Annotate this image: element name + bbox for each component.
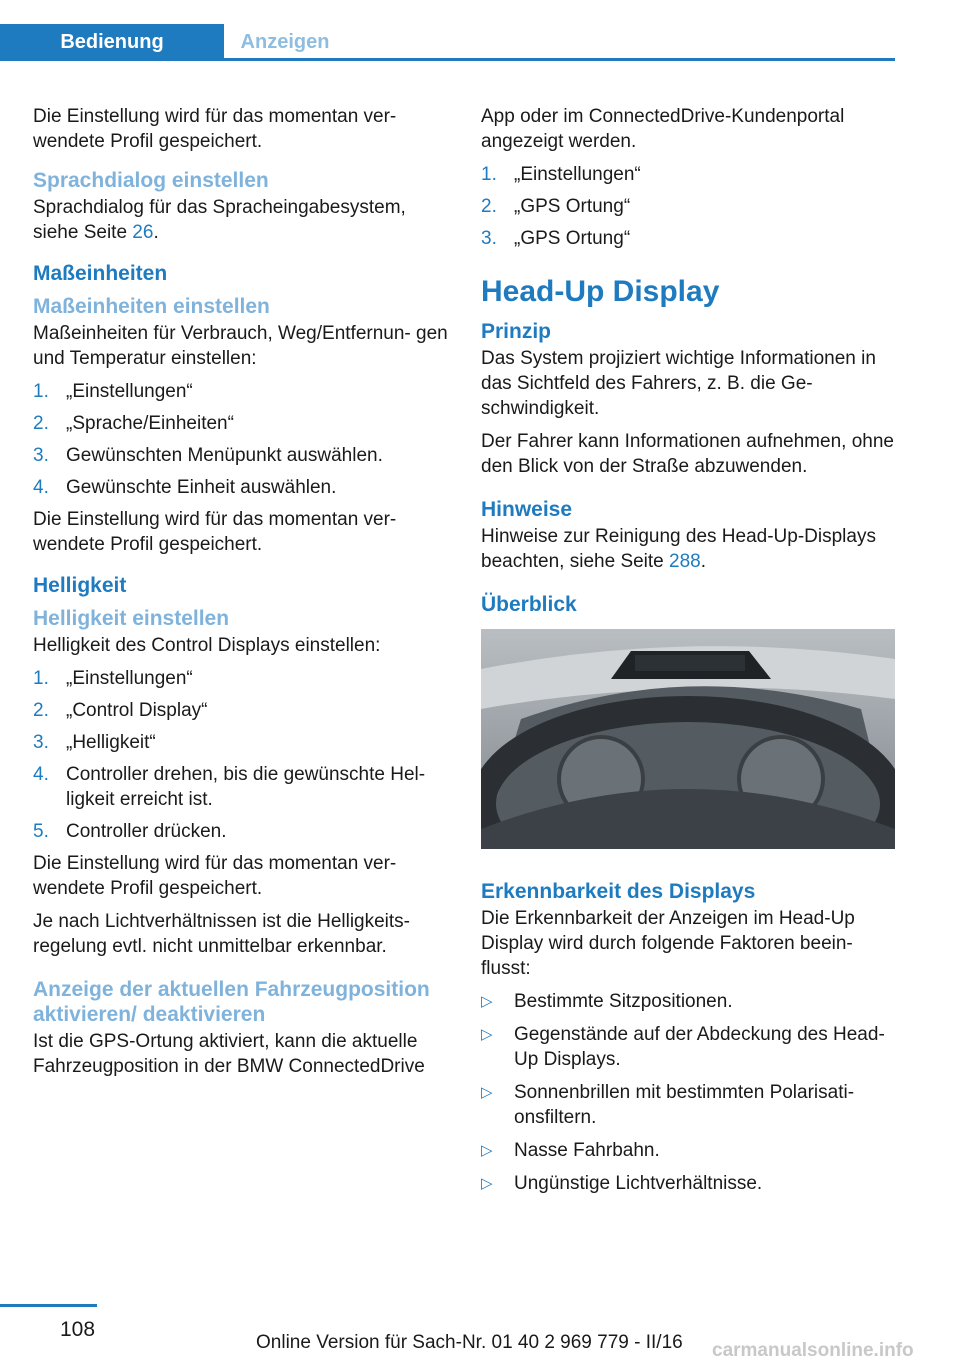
step-number: 1. bbox=[33, 668, 49, 689]
step-number: 2. bbox=[481, 196, 497, 217]
list-item bbox=[33, 379, 448, 404]
item-text: Sonnenbrillen mit bestimmten Polarisati‐ onsfiltern. bbox=[514, 1082, 855, 1128]
step-text: Controller drehen, bis die gewünschte Hel‐ ligkeit erreicht ist. bbox=[66, 764, 426, 810]
triangle-bullet-icon: ▷ bbox=[481, 1142, 493, 1159]
online-version-note: Online Version für Sach-Nr. 01 40 2 969 779 - II/16 bbox=[256, 1332, 683, 1353]
steps-masseinheiten bbox=[33, 379, 448, 500]
step-text: „Einstellungen“ bbox=[514, 164, 641, 185]
text: Sprachdialog für das Spracheingabesystem, siehe Seite bbox=[33, 197, 406, 243]
heading-ueberblick: Überblick bbox=[481, 593, 577, 616]
text: . bbox=[153, 222, 159, 243]
step-number: 1. bbox=[481, 164, 497, 185]
paragraph: Der Fahrer kann Informationen aufnehmen, ohne den Blick von der Straße abzuwenden. bbox=[481, 431, 894, 477]
head-up-display-photo bbox=[481, 629, 895, 849]
right-column bbox=[481, 104, 896, 1204]
list-item bbox=[33, 730, 448, 755]
triangle-bullet-icon: ▷ bbox=[481, 1084, 493, 1101]
list-item bbox=[481, 1138, 896, 1163]
step-text: „Einstellungen“ bbox=[66, 381, 193, 402]
step-text: „Sprache/Einheiten“ bbox=[66, 413, 234, 434]
list-item bbox=[33, 698, 448, 723]
list-item bbox=[33, 819, 448, 844]
steps-helligkeit bbox=[33, 666, 448, 844]
paragraph: App oder im ConnectedDrive-Kundenportal angezeigt werden. bbox=[481, 106, 845, 152]
paragraph-helligkeit: Helligkeit des Control Displays einstellen: bbox=[33, 635, 381, 656]
triangle-bullet-icon: ▷ bbox=[481, 1175, 493, 1192]
triangle-bullet-icon: ▷ bbox=[481, 1026, 493, 1043]
text: Hinweise zur Reinigung des Head-Up-Displays beachten, siehe Seite bbox=[481, 526, 876, 572]
item-text: Nasse Fahrbahn. bbox=[514, 1140, 660, 1161]
heading-masseinheiten: Maßeinheiten bbox=[33, 262, 168, 285]
list-item bbox=[33, 475, 448, 500]
paragraph: Die Einstellung wird für das momentan ver‐ wendete Profil gespeichert. bbox=[33, 509, 397, 555]
header-tabs bbox=[0, 24, 895, 61]
heading-masseinheiten-einstellen: Maßeinheiten einstellen bbox=[33, 295, 270, 318]
paragraph: Je nach Lichtverhältnissen ist die Helligkeits‐ regelung evtl. nicht unmittelbar erkennbar. bbox=[33, 911, 411, 957]
left-column bbox=[33, 104, 448, 1087]
step-number: 3. bbox=[481, 228, 497, 249]
step-text: „Control Display“ bbox=[66, 700, 208, 721]
heading-helligkeit-einstellen: Helligkeit einstellen bbox=[33, 607, 230, 630]
step-number: 4. bbox=[33, 477, 49, 498]
list-item bbox=[481, 989, 896, 1014]
heading-hinweise: Hinweise bbox=[481, 498, 573, 521]
header-rule bbox=[0, 58, 895, 61]
list-item bbox=[481, 1080, 896, 1130]
paragraph: Das System projiziert wichtige Informationen in das Sichtfeld des Fahrers, z. B. die Ge‐ schwindigkeit. bbox=[481, 348, 876, 419]
step-number: 1. bbox=[33, 381, 49, 402]
heading-head-up-display: Head-Up Display bbox=[481, 275, 720, 308]
paragraph-masseinheiten: Maßeinheiten für Verbrauch, Weg/Entfernun‐ gen und Temperatur einstellen: bbox=[33, 323, 448, 369]
paragraph-sprachdialog bbox=[33, 195, 448, 245]
list-item bbox=[481, 194, 896, 219]
item-text: Bestimmte Sitzpositionen. bbox=[514, 991, 733, 1012]
list-item bbox=[481, 1022, 896, 1072]
list-item bbox=[33, 666, 448, 691]
step-number: 5. bbox=[33, 821, 49, 842]
heading-helligkeit: Helligkeit bbox=[33, 574, 127, 597]
heading-fahrzeugposition: Anzeige der aktuellen Fahrzeugposition aktivieren/ deaktivieren bbox=[33, 978, 430, 1026]
step-number: 3. bbox=[33, 445, 49, 466]
page-link-288[interactable]: 288 bbox=[669, 551, 701, 572]
step-text: „Helligkeit“ bbox=[66, 732, 156, 753]
triangle-bullet-icon: ▷ bbox=[481, 993, 493, 1010]
step-number: 4. bbox=[33, 764, 49, 785]
text: . bbox=[700, 551, 707, 572]
tab-bedienung[interactable]: Bedienung bbox=[0, 24, 224, 61]
footer-rule bbox=[0, 1304, 97, 1307]
paragraph-hinweise bbox=[481, 524, 896, 574]
list-item bbox=[481, 226, 896, 251]
step-text: „GPS Ortung“ bbox=[514, 228, 631, 249]
steps-gps bbox=[481, 162, 896, 251]
heading-prinzip: Prinzip bbox=[481, 320, 552, 343]
page-link-26[interactable]: 26 bbox=[132, 222, 154, 243]
paragraph-fahrzeugposition: Ist die GPS-Ortung aktiviert, kann die aktuelle Fahrzeugposition in der BMW ConnectedDrive bbox=[33, 1031, 425, 1077]
step-text: Gewünschten Menüpunkt auswählen. bbox=[66, 445, 383, 466]
page-number: 108 bbox=[60, 1318, 96, 1341]
item-text: Gegenstände auf der Abdeckung des Head-Up Displays. bbox=[514, 1024, 885, 1070]
list-item bbox=[33, 411, 448, 436]
paragraph: Die Einstellung wird für das momentan ver‐ wendete Profil gespeichert. bbox=[33, 853, 397, 899]
step-text: Controller drücken. bbox=[66, 821, 227, 842]
step-number: 2. bbox=[33, 700, 49, 721]
paragraph: Die Erkennbarkeit der Anzeigen im Head-Up Display wird durch folgende Faktoren beein‐ flusst: bbox=[481, 908, 855, 979]
step-number: 3. bbox=[33, 732, 49, 753]
list-item bbox=[33, 762, 448, 812]
item-text: Ungünstige Lichtverhältnisse. bbox=[514, 1173, 763, 1194]
list-erkennbarkeit bbox=[481, 989, 896, 1196]
tab-anzeigen[interactable]: Anzeigen bbox=[240, 31, 330, 53]
step-text: Gewünschte Einheit auswählen. bbox=[66, 477, 337, 498]
step-number: 2. bbox=[33, 413, 49, 434]
paragraph: Die Einstellung wird für das momentan ver‐ wendete Profil gespeichert. bbox=[33, 106, 397, 152]
list-item bbox=[33, 443, 448, 468]
list-item bbox=[481, 162, 896, 187]
step-text: „GPS Ortung“ bbox=[514, 196, 631, 217]
step-text: „Einstellungen“ bbox=[66, 668, 193, 689]
list-item bbox=[481, 1171, 896, 1196]
watermark: carmanualsonline.info bbox=[712, 1340, 914, 1361]
heading-erkennbarkeit: Erkennbarkeit des Displays bbox=[481, 880, 756, 903]
heading-sprachdialog: Sprachdialog einstellen bbox=[33, 169, 269, 192]
